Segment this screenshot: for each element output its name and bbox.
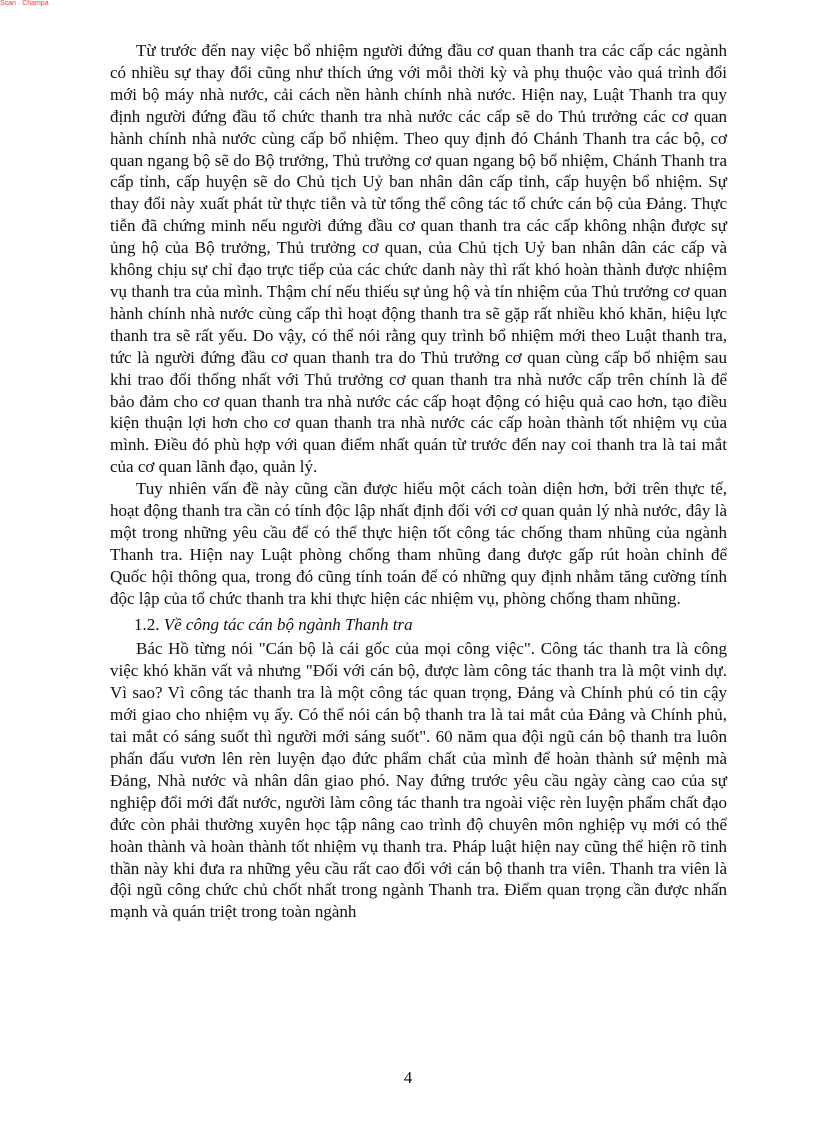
- paragraph-appointment: Từ trước đến nay việc bổ nhiệm người đứng đầu cơ quan thanh tra các cấp các ngành có nhiều sự thay đổi cũng như thích ứng với mỗi thời kỳ và phụ thuộc vào quá trình đổi mới bộ máy nhà nước, cải cách nền hành chính nhà nước. Hiện nay, Luật Thanh tra quy định người đứng đầu tổ chức thanh tra nhà nước các cấp sẽ do Thủ trưởng các cơ quan hành chính nhà nước cùng cấp bổ nhiệm. Theo quy định đó Chánh Thanh tra các bộ, cơ quan ngang bộ sẽ do Bộ trưởng, Thủ trưởng cơ quan ngang bộ bổ nhiệm, Chánh Thanh tra cấp tỉnh, cấp huyện sẽ do Chủ tịch Uỷ ban nhân dân cấp tỉnh, cấp huyện bổ nhiệm. Sự thay đổi này xuất phát từ thực tiễn và từ tổng thể công tác tổ chức cán bộ của Đảng. Thực tiễn đã chứng minh nếu người đứng đầu cơ quan thanh tra các cấp không nhận được sự ủng hộ của Bộ trưởng, Thủ trưởng cơ quan, của Chủ tịch Uỷ ban nhân dân các cấp và không chịu sự chỉ đạo trực tiếp của các chức danh này thì rất khó hoàn thành được nhiệm vụ thanh tra của mình. Thậm chí nếu thiếu sự ủng hộ và tín nhiệm của Thủ trưởng cơ quan hành chính nhà nước cùng cấp thì hoạt động thanh tra sẽ gặp rất nhiều khó khăn, hiệu lực thanh tra sẽ rất yếu. Do vậy, có thể nói rằng quy trình bổ nhiệm mới theo Luật thanh tra, tức là người đứng đầu cơ quan thanh tra do Thủ trưởng cơ quan cùng cấp bổ nhiệm sau khi trao đổi thống nhất với Thủ trưởng cơ quan thanh tra nhà nước cấp trên chính là để bảo đảm cho cơ quan thanh tra nhà nước các cấp hoạt động có hiệu quả cao hơn, tạo điều kiện thuận lợi hơn cho cơ quan thanh tra nhà nước các cấp hoàn thành tốt nhiệm vụ của mình. Điều đó phù hợp với quan điểm nhất quán từ trước đến nay coi thanh tra là tai mắt của cơ quan lãnh đạo, quản lý.: [110, 41, 727, 477]
- section-heading: [110, 614, 727, 636]
- section-number: 1.2.: [134, 614, 160, 634]
- paragraph-cadre: Bác Hồ từng nói "Cán bộ là cái gốc của mọi công việc". Công tác thanh tra là công việc khó khăn vất vả nhưng "Đối với cán bộ, được làm công tác thanh tra là một vinh dự. Vì sao? Vì công tác thanh tra là một công tác quan trọng, Đảng và Chính phủ có tin cậy mới giao cho nhiệm vụ ấy. Có thể nói cán bộ thanh tra là tai mắt của Đảng và Chính phủ, tai mắt có sáng suốt thì người mới sáng suốt". 60 năm qua đội ngũ cán bộ thanh tra luôn phấn đấu vươn lên rèn luyện đạo đức phẩm chất của mình để hoàn thành sứ mệnh mà Đảng, Nhà nước và nhân dân giao phó. Nay đứng trước yêu cầu ngày càng cao của sự nghiệp đổi mới đất nước, người làm công tác thanh tra ngoài việc rèn luyện phẩm chất đạo đức còn phải thường xuyên học tập nâng cao trình độ chuyên môn nghiệp vụ mới có thể hoàn thành và hoàn thành tốt nhiệm vụ thanh tra. Pháp luật hiện nay cũng thể hiện rõ tinh thần này khi đưa ra những yêu cầu rất cao đối với cán bộ thanh tra viên. Thanh tra viên là đội ngũ công chức chủ chốt nhất trong ngành Thanh tra. Điểm quan trọng cần được nhấn mạnh và quán triệt trong toàn ngành: [110, 639, 727, 922]
- scan-watermark: Scan · Champa: [0, 0, 49, 7]
- section-title: Về công tác cán bộ ngành Thanh tra: [163, 614, 413, 634]
- document-page: [110, 40, 727, 923]
- page-number: 4: [403, 1068, 413, 1087]
- paragraph-independence: Tuy nhiên vấn đề này cũng cần được hiểu một cách toàn diện hơn, bởi trên thực tế, hoạt động thanh tra cần có tính độc lập nhất định đối với cơ quan quản lý nhà nước, đây là một trong những yêu cầu để có thể thực hiện tốt công tác chống tham nhũng của ngành Thanh tra. Hiện nay Luật phòng chống tham nhũng đang được gấp rút hoàn chỉnh để Quốc hội thông qua, trong đó cũng tính toán để có những quy định nhằm tăng cường tính độc lập của tổ chức thanh tra khi thực hiện các nhiệm vụ, phòng chống tham nhũng.: [110, 479, 727, 608]
